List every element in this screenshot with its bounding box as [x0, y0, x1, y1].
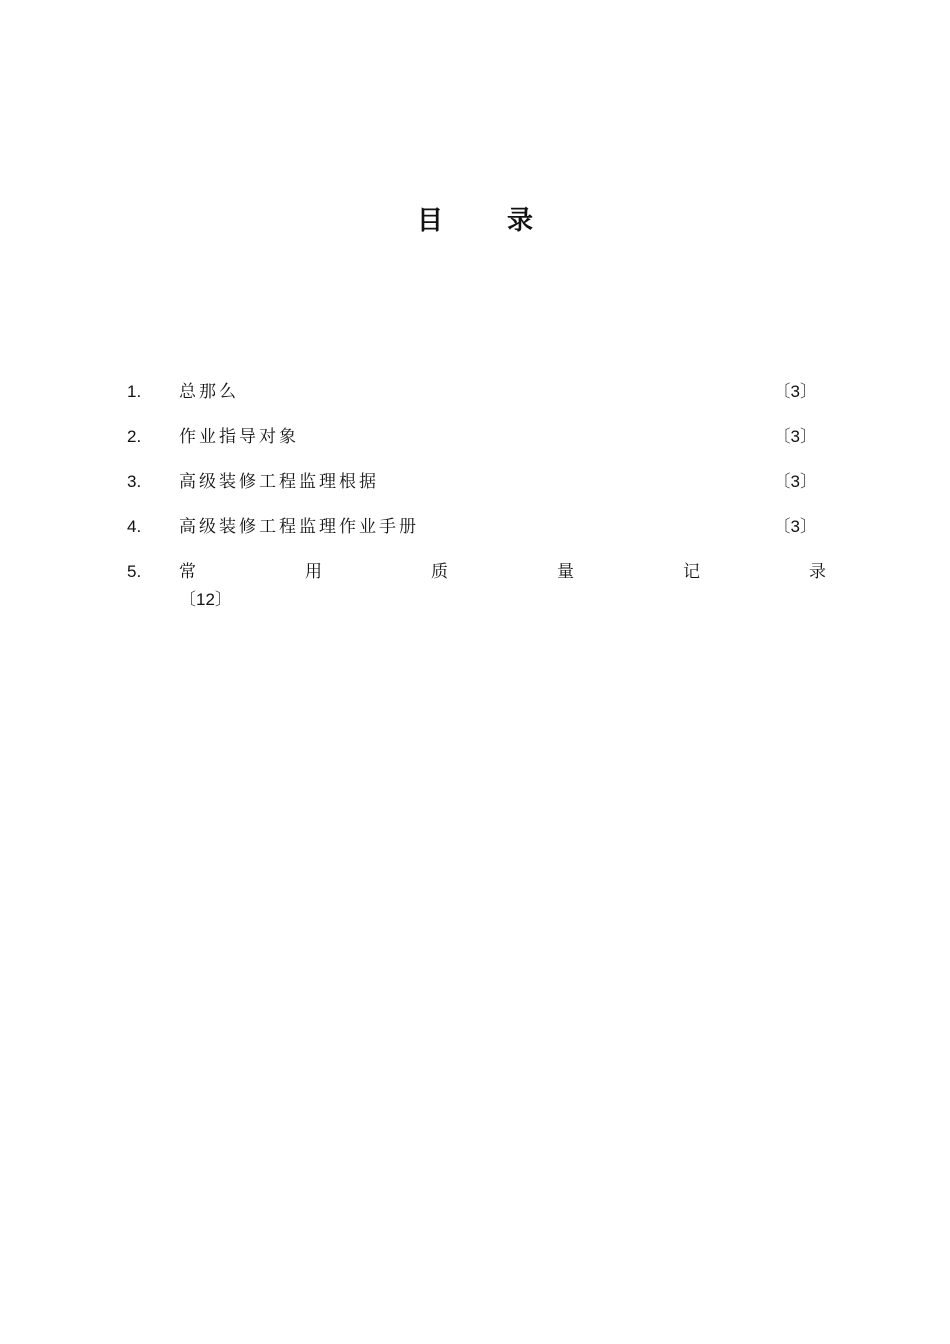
toc-entry-label: 高级装修工程监理根据 — [179, 472, 379, 492]
toc-entry-page: 〔3〕 — [773, 517, 817, 536]
toc-entry[interactable] — [127, 513, 827, 558]
toc-entry[interactable] — [127, 468, 827, 513]
toc-entry[interactable] — [127, 558, 827, 628]
title-char-1: 目 — [416, 206, 443, 236]
label-char: 录 — [809, 562, 826, 582]
toc-entry-label: 高级装修工程监理作业手册 — [179, 517, 419, 537]
toc-title — [0, 200, 950, 237]
toc-entry-page: 〔3〕 — [773, 472, 817, 491]
toc-entry[interactable] — [127, 423, 827, 468]
toc-entry-page: 〔12〕 — [179, 590, 232, 609]
table-of-contents — [127, 378, 827, 628]
toc-entry-number: 1. — [127, 382, 142, 401]
label-char: 常 — [179, 562, 196, 582]
label-char: 用 — [305, 562, 322, 582]
label-char: 量 — [557, 562, 574, 582]
toc-entry-number: 2. — [127, 427, 142, 446]
toc-entry-number: 5. — [127, 562, 142, 581]
label-char: 质 — [431, 562, 448, 582]
toc-entry[interactable] — [127, 378, 827, 423]
toc-entry-label: 作业指导对象 — [179, 427, 299, 447]
toc-entry-page: 〔3〕 — [773, 427, 817, 446]
toc-entry-label — [179, 558, 826, 586]
toc-entry-number: 4. — [127, 517, 142, 536]
title-char-2: 录 — [506, 206, 533, 236]
label-char: 记 — [683, 562, 700, 582]
toc-entry-page: 〔3〕 — [773, 382, 817, 401]
toc-entry-number: 3. — [127, 472, 142, 491]
toc-entry-label: 总那么 — [179, 382, 239, 402]
